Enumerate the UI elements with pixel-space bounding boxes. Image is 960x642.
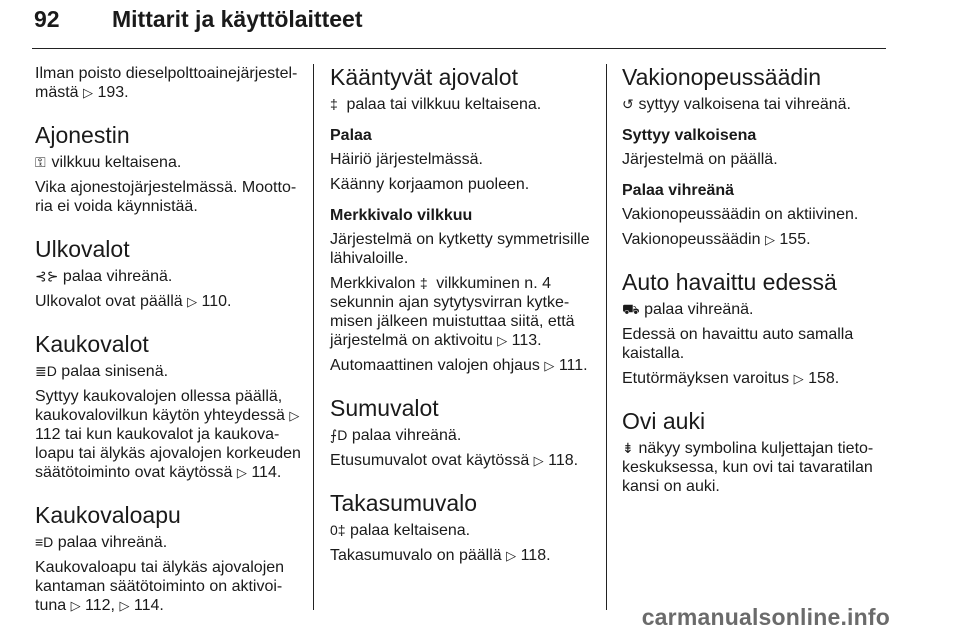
status-line: ⨍D palaa vihreänä. xyxy=(330,427,462,444)
exterior-light-icon: ⊰⊱ xyxy=(35,268,59,284)
page-ref-link[interactable]: 158. xyxy=(808,370,840,387)
page-ref-link[interactable]: 110. xyxy=(201,293,232,310)
body-text: Etusumuvalot ovat käytössä ▷ 118. xyxy=(330,452,579,469)
body-text: Etutörmäyksen varoitus ▷ 158. xyxy=(622,370,840,387)
column-3 xyxy=(622,64,890,502)
watermark: carmanualsonline.info xyxy=(641,604,890,630)
body-text: Järjestelmä on kytketty symmetrisille lähivaloille. xyxy=(330,231,590,267)
arrow-icon: ▷ xyxy=(70,598,81,613)
status-line: ↺ syttyy valkoisena tai vihreänä. xyxy=(622,96,851,113)
body-text: Merkkivalon ‡ vilkkuminen n. 4 sekunnin ajan sytytysvirran kytke-misen jälkeen muistuttaa siitä, että järjestelmä on aktivoitu ▷ 113. xyxy=(330,275,575,349)
arrow-icon: ▷ xyxy=(83,85,94,100)
status-line: ‡ palaa tai vilkkuu keltaisena. xyxy=(330,96,542,113)
arrow-icon: ▷ xyxy=(187,294,198,309)
status-line: ⛟ palaa vihreänä. xyxy=(622,301,754,318)
page-ref-link[interactable]: 112, xyxy=(85,597,115,614)
body-text: Vakionopeussäädin ▷ 155. xyxy=(622,231,811,248)
body-text: Syttyy kaukovalojen ollessa päällä, kaukovalovilkun käytön yhteydessä ▷ 112 tai kun kaukovalot ja kaukova-loapu tai älykäs ajovalojen korkeuden säätötoiminto ovat käytössä ▷ 114. xyxy=(35,388,301,481)
high-beam-icon: ≣D xyxy=(35,363,57,379)
body-text: Vakionopeussäädin on aktiivinen. xyxy=(622,206,859,223)
cruise-control-icon: ↺ xyxy=(622,96,634,112)
subheading-green: Palaa vihreänä xyxy=(622,182,735,199)
arrow-icon: ▷ xyxy=(236,465,247,480)
body-text: Takasumuvalo on päällä ▷ 118. xyxy=(330,547,551,564)
page-header xyxy=(32,4,886,49)
fog-light-icon: ⨍D xyxy=(330,427,348,443)
body-text: Häiriö järjestelmässä. xyxy=(330,151,483,168)
body-text: Kaukovaloapu tai älykäs ajovalojen kantaman säätötoiminto on aktivoi-tuna ▷ 112, ▷ 114. xyxy=(35,559,285,614)
page-ref-link[interactable]: 193. xyxy=(97,84,129,101)
page-ref-link[interactable]: 114. xyxy=(251,464,282,481)
body-text: Automaattinen valojen ohjaus ▷ 111. xyxy=(330,357,588,374)
arrow-icon: ▷ xyxy=(497,333,508,348)
arrow-icon: ▷ xyxy=(793,371,804,386)
high-beam-assist-icon: ≡D xyxy=(35,534,54,550)
vehicle-ahead-icon: ⛟ xyxy=(622,301,640,317)
arrow-icon: ▷ xyxy=(119,598,130,613)
status-line: ⇟ näkyy symbolina kuljettajan tieto-keskuksessa, kun ovi tai tavaratilan kansi on auki. xyxy=(622,440,874,495)
body-text: Ulkovalot ovat päällä ▷ 110. xyxy=(35,293,232,310)
status-line: 0‡ palaa keltaisena. xyxy=(330,522,471,539)
subheading-white: Syttyy valkoisena xyxy=(622,127,757,144)
column-divider xyxy=(606,64,607,610)
door-open-icon: ⇟ xyxy=(622,440,634,456)
status-line: ⊰⊱ palaa vihreänä. xyxy=(35,268,173,285)
body-text: Vika ajonestojärjestelmässä. Mootto-ria ei voida käynnistää. xyxy=(35,179,297,215)
page-ref-link[interactable]: 111. xyxy=(558,357,588,374)
arrow-icon: ▷ xyxy=(506,548,517,563)
column-divider xyxy=(313,64,314,610)
chapter-title: Mittarit ja käyttölaitteet xyxy=(112,6,363,32)
status-line: ≡D palaa vihreänä. xyxy=(35,534,168,551)
section-heading-auto: Auto havaittu edessä xyxy=(622,269,837,295)
section-heading-sumuvalot: Sumuvalot xyxy=(330,395,439,421)
page-ref-link[interactable]: 118. xyxy=(520,547,551,564)
page-ref-link[interactable]: 114. xyxy=(133,597,164,614)
status-line: ≣D palaa sinisenä. xyxy=(35,363,169,380)
column-2 xyxy=(330,64,598,571)
subheading-vilkkuu: Merkkivalo vilkkuu xyxy=(330,207,473,224)
status-line: ⚿ vilkkuu keltaisena. xyxy=(35,154,182,171)
body-text: Edessä on havaittu auto samalla kaistalla. xyxy=(622,326,854,362)
cornering-light-icon: ‡ xyxy=(330,96,338,112)
cornering-light-icon: ‡ xyxy=(419,275,428,291)
arrow-icon: ▷ xyxy=(289,408,300,423)
body-text: Järjestelmä on päällä. xyxy=(622,151,778,168)
section-heading-ajonestin: Ajonestin xyxy=(35,122,130,148)
arrow-icon: ▷ xyxy=(544,358,555,373)
section-heading-ovi: Ovi auki xyxy=(622,408,706,434)
arrow-icon: ▷ xyxy=(533,453,544,468)
section-heading-takasumuvalo: Takasumuvalo xyxy=(330,490,478,516)
page-number: 92 xyxy=(34,6,60,32)
column-1 xyxy=(35,64,303,621)
rear-fog-light-icon: 0‡ xyxy=(330,522,346,538)
section-heading-kaukovalot: Kaukovalot xyxy=(35,331,149,357)
intro-paragraph: Ilman poisto dieselpolttoainejärjestel-mästä ▷ 193. xyxy=(35,65,298,101)
section-heading-ulkovalot: Ulkovalot xyxy=(35,236,130,262)
subheading-palaa: Palaa xyxy=(330,127,372,144)
body-text: Käänny korjaamon puoleen. xyxy=(330,176,530,193)
section-heading-kaukovaloapu: Kaukovaloapu xyxy=(35,502,181,528)
section-heading-kaantyvat: Kääntyvät ajovalot xyxy=(330,64,518,90)
page-ref-link[interactable]: 113. xyxy=(511,332,542,349)
arrow-icon: ▷ xyxy=(764,232,775,247)
section-heading-vakionopeus: Vakionopeussäädin xyxy=(622,64,822,90)
page-ref-link[interactable]: 155. xyxy=(779,231,811,248)
page-ref-link[interactable]: 118. xyxy=(548,452,579,469)
immobiliser-icon: ⚿ xyxy=(35,154,46,170)
